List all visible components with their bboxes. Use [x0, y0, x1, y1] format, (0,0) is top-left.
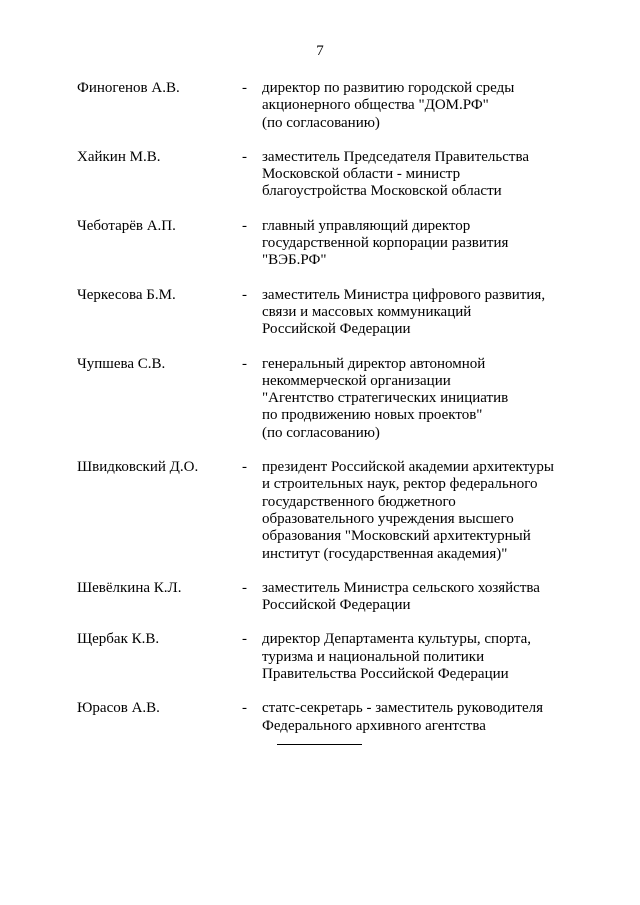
member-entry — [77, 459, 577, 563]
member-position: заместитель Министра сельского хозяйства Российской Федерации — [262, 579, 540, 614]
member-position: статс-секретарь - заместитель руководителя Федерального архивного агентства — [262, 700, 544, 734]
member-name: Швидковский Д.О. — [77, 459, 199, 476]
member-position: заместитель Министра цифрового развития, связи и массовых коммуникаций Российской Федерации — [262, 286, 546, 338]
member-entry — [77, 218, 577, 270]
member-position: заместитель Председателя Правительства Московской области - министр благоустройства Московской области — [262, 148, 530, 200]
member-dash: - — [242, 355, 247, 372]
member-dash: - — [242, 579, 247, 596]
member-name: Юрасов А.В. — [77, 700, 160, 717]
member-entry — [77, 631, 577, 683]
member-dash: - — [242, 700, 247, 717]
member-roster — [77, 80, 577, 752]
member-dash: - — [242, 459, 247, 476]
closing-rule — [277, 744, 362, 745]
member-position: главный управляющий директор государственной корпорации развития "ВЭБ.РФ" — [262, 217, 509, 269]
member-entry — [77, 80, 577, 132]
member-name: Чупшева С.В. — [77, 355, 166, 372]
member-dash: - — [242, 286, 247, 303]
member-dash: - — [242, 631, 247, 648]
member-position: президент Российской академии архитектуры и строительных наук, ректор федерального государственного бюджетного образовательного учреждения высшего образования "Московский архитектурный институт (государственная академия)" — [262, 459, 555, 562]
member-name: Финогенов А.В. — [77, 80, 180, 96]
member-dash: - — [242, 148, 247, 165]
member-entry — [77, 287, 577, 339]
member-position: директор по развитию городской среды акционерного общества "ДОМ.РФ" (по согласованию) — [262, 80, 515, 131]
member-entry — [77, 580, 577, 615]
member-name: Шевёлкина К.Л. — [77, 579, 182, 596]
member-entry — [77, 700, 577, 735]
member-name: Чеботарёв А.П. — [77, 217, 176, 234]
member-name: Щербак К.В. — [77, 631, 160, 648]
member-position: директор Департамента культуры, спорта, туризма и национальной политики Правительства Российской Федерации — [262, 631, 532, 683]
page-number: 7 — [316, 43, 324, 59]
member-position: генеральный директор автономной некоммерческой организации "Агентство стратегических инициатив по продвижению новых проектов" (по согласованию) — [262, 355, 509, 441]
member-name: Черкесова Б.М. — [77, 286, 176, 303]
member-dash: - — [242, 217, 247, 234]
member-name: Хайкин М.В. — [77, 148, 161, 165]
member-dash: - — [242, 80, 247, 96]
member-entry — [77, 149, 577, 201]
member-entry — [77, 356, 577, 442]
